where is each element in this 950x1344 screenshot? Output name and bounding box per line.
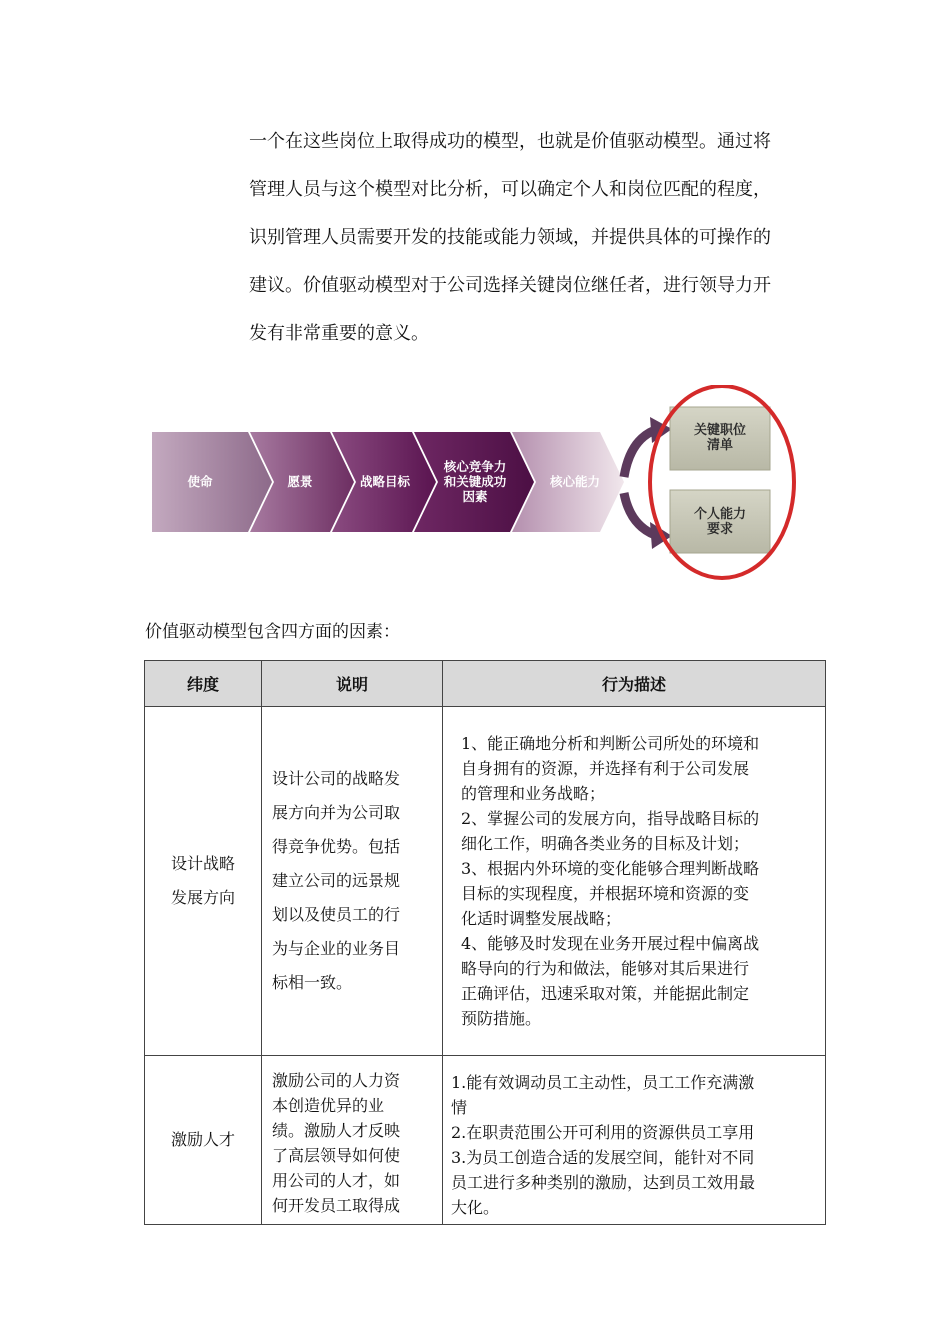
step-label-mission: 使命 — [187, 474, 213, 489]
paragraph-line: 一个在这些岗位上取得成功的模型，也就是价值驱动模型。通过将 — [249, 131, 771, 152]
cell-line: 激励人才 — [170, 1130, 235, 1149]
cell-line: 正确评估，迅速采取对策，并能据此制定 — [461, 984, 750, 1003]
table-header-row — [145, 661, 826, 707]
output-label-line: 清单 — [706, 438, 733, 453]
cell-line: 1.能有效调动员工主动性，员工工作充满激 — [451, 1073, 755, 1092]
header-description: 说明 — [262, 661, 443, 707]
cell-line: 用公司的人才，如 — [272, 1171, 401, 1190]
cell-description — [262, 707, 443, 1056]
cell-line: 建立公司的远景规 — [272, 871, 401, 890]
cell-dimension — [145, 1056, 262, 1225]
paragraph-line: 管理人员与这个模型对比分析，可以确定个人和岗位匹配的程度， — [249, 179, 771, 200]
header-dimension: 纬度 — [145, 661, 262, 707]
output-label-line: 关键职位 — [693, 423, 746, 438]
cell-line: 4、能够及时发现在业务开展过程中偏离战 — [461, 934, 760, 953]
cell-line: 大化。 — [451, 1198, 500, 1217]
step-label-vision: 愿景 — [287, 474, 313, 489]
output-label-key-positions — [670, 423, 770, 453]
cell-line: 本创造优异的业 — [272, 1096, 385, 1115]
header-behavior: 行为描述 — [443, 661, 826, 707]
cell-line: 绩。激励人才反映 — [272, 1121, 401, 1140]
cell-line: 1、能正确地分析和判断公司所处的环境和 — [461, 734, 760, 753]
cell-line: 3、根据内外环境的变化能够合理判断战略 — [461, 859, 760, 878]
cell-line: 了高层领导如何使 — [272, 1146, 401, 1165]
cell-line: 设计公司的战略发 — [272, 769, 401, 788]
cell-line: 的管理和业务战略； — [461, 784, 606, 803]
paragraph-line: 建议。价值驱动模型对于公司选择关键岗位继任者，进行领导力开 — [249, 275, 771, 296]
cell-line: 情 — [451, 1098, 468, 1117]
table-row — [145, 707, 826, 1056]
value-model-diagram — [150, 385, 800, 585]
cell-line: 员工进行多种类别的激励，达到员工效用最 — [451, 1173, 756, 1192]
output-label-line: 个人能力 — [693, 507, 746, 522]
table-row — [145, 1056, 826, 1225]
cell-line: 2、掌握公司的发展方向，指导战略目标的 — [461, 809, 760, 828]
cell-line: 3.为员工创造合适的发展空间，能针对不同 — [451, 1148, 755, 1167]
value-model-table — [144, 660, 826, 1225]
cell-line: 标相一致。 — [272, 973, 353, 992]
step-label-strategy: 战略目标 — [359, 474, 410, 489]
step-label-competence — [435, 459, 515, 504]
cell-line: 得竞争优势。包括 — [272, 837, 401, 856]
cell-line: 何开发员工取得成 — [272, 1196, 401, 1215]
cell-line: 2.在职责范围公开可利用的资源供员工享用 — [451, 1123, 755, 1142]
step-label-core-ability: 核心能力 — [549, 474, 600, 489]
table-intro: 价值驱动模型包含四方面的因素： — [145, 622, 400, 642]
paragraph-line: 识别管理人员需要开发的技能或能力领域，并提供具体的可操作的 — [249, 227, 771, 248]
paragraph-line: 发有非常重要的意义。 — [249, 323, 429, 344]
cell-line: 划以及使员工的行 — [272, 905, 401, 924]
output-label-ability-req — [670, 507, 770, 537]
cell-line: 预防措施。 — [461, 1009, 542, 1028]
cell-dimension — [145, 707, 262, 1056]
cell-line: 目标的实现程度，并根据环境和资源的变 — [461, 884, 750, 903]
output-label-line: 要求 — [706, 522, 733, 537]
cell-line: 设计战略 — [170, 854, 235, 873]
cell-line: 细化工作，明确各类业务的目标及计划； — [461, 834, 750, 853]
step-label-line: 核心竞争力 — [443, 459, 507, 474]
cell-behavior — [443, 1056, 826, 1225]
step-label-line: 和关键成功 — [443, 474, 507, 489]
cell-line: 为与企业的业务目 — [272, 939, 401, 958]
cell-line: 化适时调整发展战略； — [461, 909, 622, 928]
cell-description — [262, 1056, 443, 1225]
body-paragraph — [249, 118, 819, 358]
cell-line: 略导向的行为和做法，能够对其后果进行 — [461, 959, 750, 978]
cell-line: 激励公司的人力资 — [272, 1071, 401, 1090]
cell-line: 展方向并为公司取 — [272, 803, 401, 822]
cell-behavior — [443, 707, 826, 1056]
step-label-line: 因素 — [462, 489, 488, 504]
cell-line: 发展方向 — [170, 888, 235, 907]
cell-line: 自身拥有的资源，并选择有利于公司发展 — [461, 759, 750, 778]
